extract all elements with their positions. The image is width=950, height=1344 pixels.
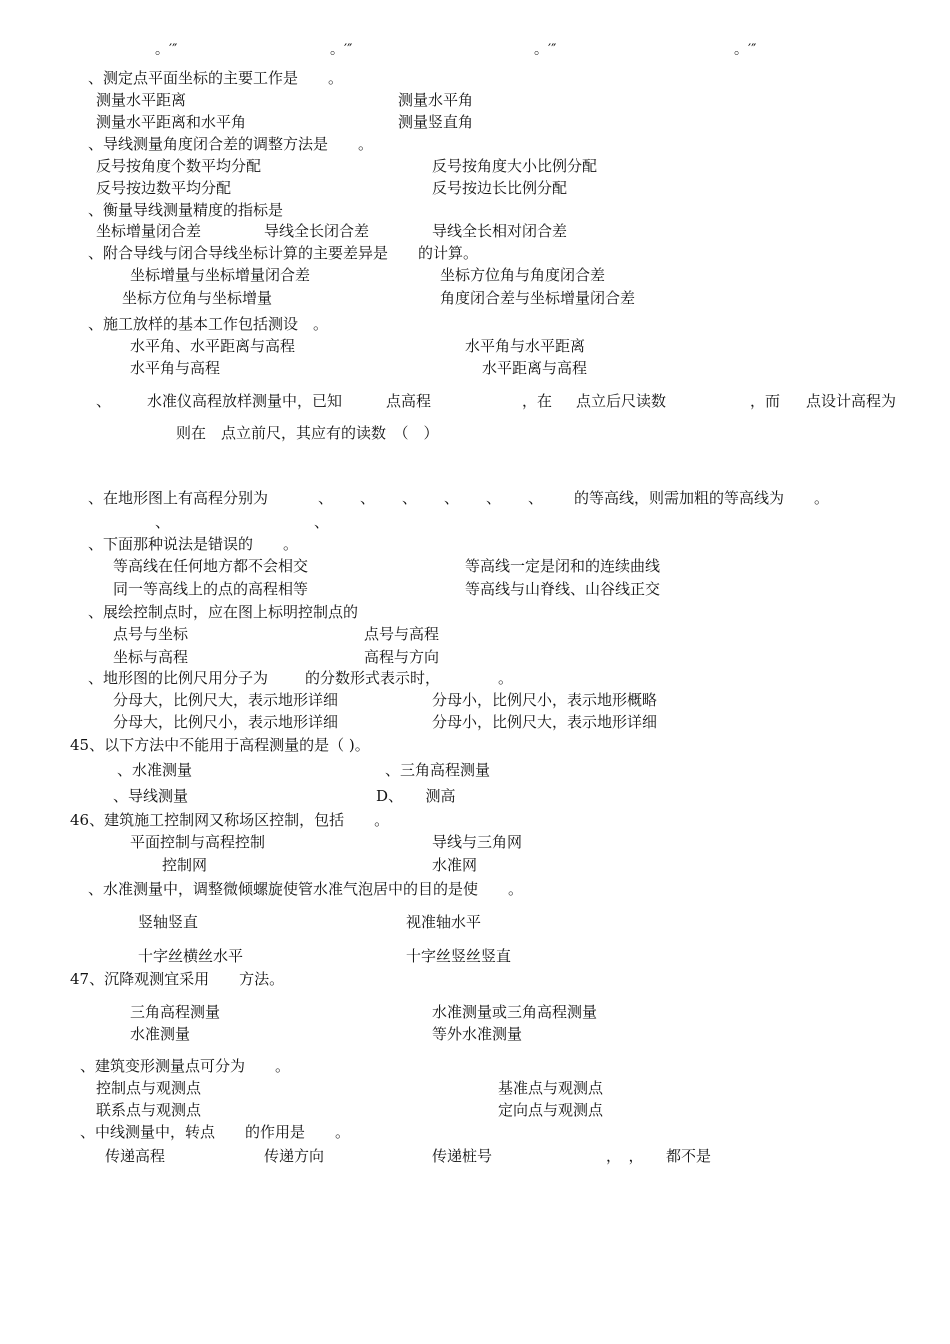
question-stem: 、导线测量角度闭合差的调整方法是 。: [88, 135, 374, 153]
option-a: 分母大，比例尺大，表示地形详细: [113, 691, 339, 709]
question-stem-part: 点高程: [386, 392, 432, 410]
separator: 、: [360, 489, 376, 507]
option-c: 水平角与高程: [130, 359, 221, 377]
option-c: 分母大，比例尺小，表示地形详细: [113, 713, 339, 731]
option-a: 、水准测量: [117, 761, 193, 779]
option-b: 、三角高程测量: [385, 761, 491, 779]
option-a: 坐标增量闭合差: [96, 222, 202, 240]
option-b: 传递方向: [264, 1147, 325, 1165]
option-c: 、导线测量: [113, 787, 189, 805]
separator: 、: [318, 489, 334, 507]
question-stem: 45、以下方法中不能用于高程测量的是（ )。: [70, 736, 370, 754]
separator: 、: [486, 489, 502, 507]
question-stem: 、施工放样的基本工作包括测设 。: [88, 315, 329, 333]
option-d: 十字丝竖丝竖直: [406, 947, 512, 965]
option-c: 坐标与高程: [113, 648, 189, 666]
question-stem: 、下面那种说法是错误的 。: [88, 535, 299, 553]
question-stem: 47、沉降观测宜采用 方法。: [70, 970, 285, 988]
question-number: 、: [96, 392, 112, 410]
option-b: 基准点与观测点: [498, 1079, 604, 1097]
separator: 、: [528, 489, 544, 507]
option-d: 角度闭合差与坐标增量闭合差: [440, 289, 636, 307]
option-d: 测量竖直角: [398, 113, 474, 131]
option-b: 水平角与水平距离: [465, 337, 586, 355]
question-stem-part: 。: [498, 669, 514, 687]
option-d: 高程与方向: [364, 648, 440, 666]
question-stem: 、附合导线与闭合导线坐标计算的主要差异是 的计算。: [88, 244, 479, 262]
option-c: 坐标方位角与坐标增量: [122, 289, 273, 307]
option-d: 定向点与观测点: [498, 1101, 604, 1119]
question-stem-part: 的分数形式表示时，: [305, 669, 441, 687]
option-d: D、 测高: [376, 787, 456, 805]
option-a: 反号按角度个数平均分配: [96, 157, 262, 175]
option-b: 分母小，比例尺小，表示地形概略: [432, 691, 658, 709]
option-a: 坐标增量与坐标增量闭合差: [130, 266, 311, 284]
option-c: 导线全长相对闭合差: [432, 222, 568, 240]
option-b: 视准轴水平: [406, 913, 482, 931]
question-stem-part: 水准仪高程放样测量中，已知: [147, 392, 343, 410]
option-a: 测量水平距离: [96, 91, 187, 109]
option-a: 平面控制与高程控制: [130, 833, 266, 851]
option-b: 导线与三角网: [432, 833, 523, 851]
question-stem: 、在地形图上有高程分别为: [88, 489, 269, 507]
question-stem-line2: 则在 点立前尺，其应有的读数 （ ）: [176, 424, 439, 442]
option-c: 同一等高线上的点的高程相等: [113, 580, 309, 598]
option-c: 控制网: [162, 856, 208, 874]
option-d: 等高线与山脊线、山谷线正交: [465, 580, 661, 598]
separator: 、: [444, 489, 460, 507]
degree-mark: 。′″: [534, 42, 557, 58]
question-stem-part: 点立后尺读数: [576, 392, 667, 410]
option-b: 水准测量或三角高程测量: [432, 1003, 598, 1021]
question-stem-part: 点设计高程为: [806, 392, 897, 410]
option-b: 测量水平角: [398, 91, 474, 109]
separator: 、: [314, 513, 330, 531]
question-stem: 46、建筑施工控制网又称场区控制，包括 。: [70, 811, 390, 829]
degree-mark: 。′″: [155, 42, 178, 58]
option-b: 反号按角度大小比例分配: [432, 157, 598, 175]
question-stem: 、水准测量中，调整微倾螺旋使管水准气泡居中的目的是使 。: [88, 880, 524, 898]
question-stem: 、测定点平面坐标的主要工作是 。: [88, 69, 344, 87]
option-a: 传递高程: [105, 1147, 166, 1165]
option-b: 导线全长闭合差: [264, 222, 370, 240]
option-d: 反号按边长比例分配: [432, 179, 568, 197]
question-stem-part: ，在: [522, 392, 553, 410]
option-a: 竖轴竖直: [138, 913, 199, 931]
option-d: 等外水准测量: [432, 1025, 523, 1043]
option-a: 点号与坐标: [113, 625, 189, 643]
option-b: 等高线一定是闭和的连续曲线: [465, 557, 661, 575]
question-stem: 、衡量导线测量精度的指标是: [88, 201, 284, 219]
degree-mark: 。′″: [734, 42, 757, 58]
question-stem: 、中线测量中，转点 的作用是 。: [80, 1123, 351, 1141]
separator: 、: [402, 489, 418, 507]
option-d: 水平距离与高程: [482, 359, 588, 377]
question-stem-part: 、地形图的比例尺用分子为: [88, 669, 269, 687]
option-c: 水准测量: [130, 1025, 191, 1043]
option-a: 水平角、水平距离与高程: [130, 337, 296, 355]
option-a: 等高线在任何地方都不会相交: [113, 557, 309, 575]
option-a: 控制点与观测点: [96, 1079, 202, 1097]
option-d: ， ， 都不是: [606, 1147, 712, 1165]
option-d: 分母小，比例尺大，表示地形详细: [432, 713, 658, 731]
option-b: 坐标方位角与角度闭合差: [440, 266, 606, 284]
option-c: 测量水平距离和水平角: [96, 113, 247, 131]
separator: 、: [155, 513, 171, 531]
option-d: 水准网: [432, 856, 478, 874]
option-c: 传递桩号: [432, 1147, 493, 1165]
question-stem: 、展绘控制点时，应在图上标明控制点的: [88, 603, 359, 621]
question-stem-part: ，而: [750, 392, 781, 410]
degree-mark: 。′″: [330, 42, 353, 58]
option-c: 联系点与观测点: [96, 1101, 202, 1119]
option-c: 十字丝横丝水平: [138, 947, 244, 965]
option-b: 点号与高程: [364, 625, 440, 643]
option-a: 三角高程测量: [130, 1003, 221, 1021]
question-stem-tail: 的等高线，则需加粗的等高线为 。: [574, 489, 830, 507]
option-c: 反号按边数平均分配: [96, 179, 232, 197]
question-stem: 、建筑变形测量点可分为 。: [80, 1057, 291, 1075]
